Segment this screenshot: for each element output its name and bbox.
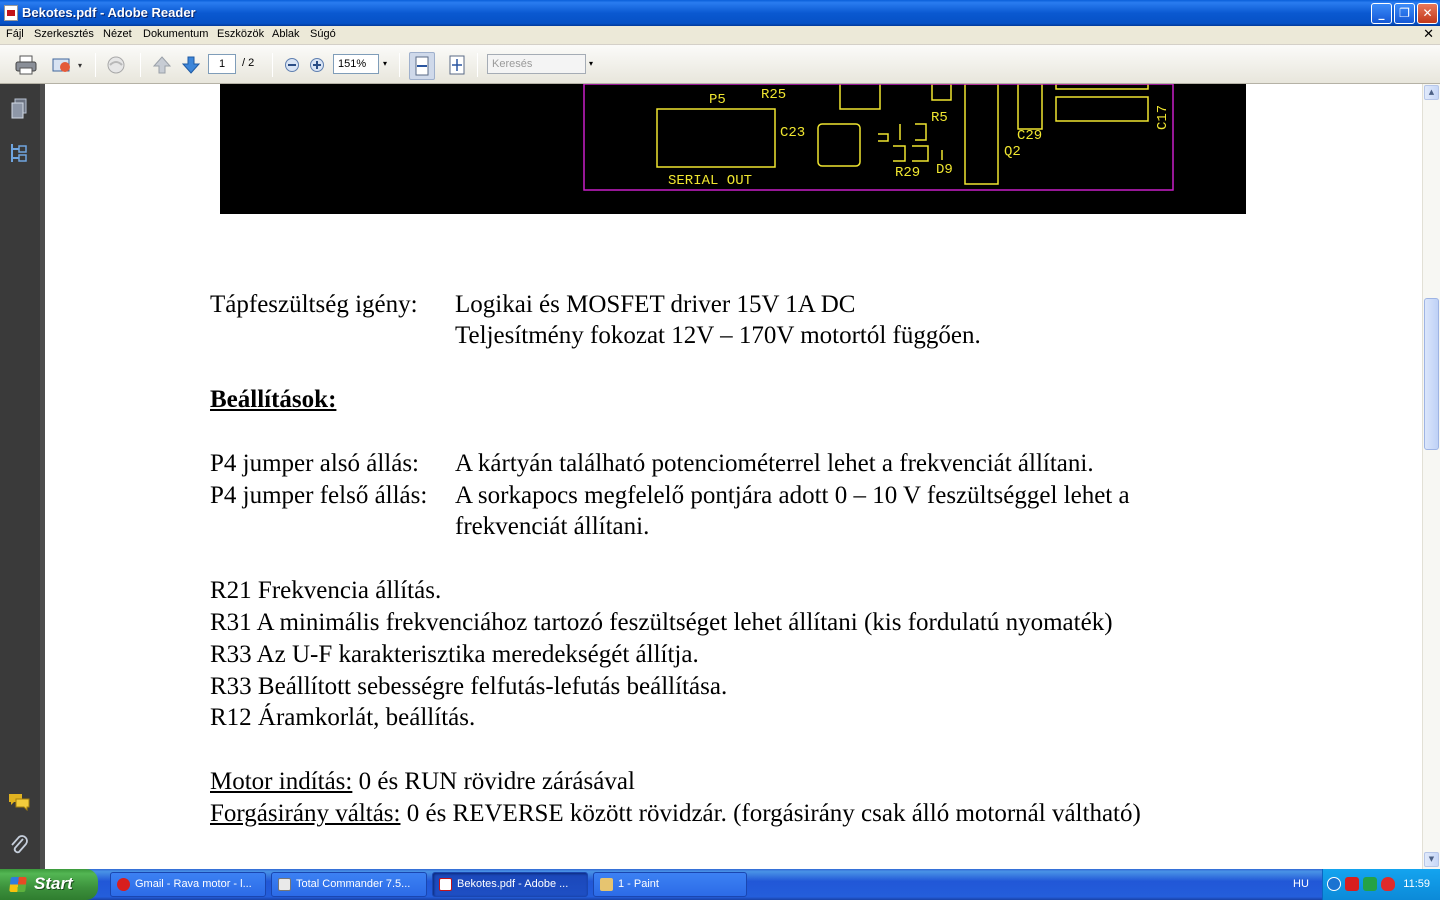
r21-line: R21 Frekvencia állítás. <box>210 577 442 604</box>
pdf-icon <box>4 5 18 21</box>
page-total: / 2 <box>242 57 255 69</box>
previous-page-icon[interactable] <box>150 53 174 77</box>
scroll-thumb[interactable] <box>1424 298 1439 450</box>
taskbar <box>0 869 1440 900</box>
p4-high-text-1: A sorkapocs megfelelő pontjára adott 0 – 10 V feszültséggel lehet a <box>455 482 1130 509</box>
menu-window[interactable]: Ablak <box>272 28 300 40</box>
menu-edit[interactable]: Szerkesztés <box>34 28 94 40</box>
pcb-label-c29: C29 <box>1017 128 1043 144</box>
menu-help[interactable]: Súgó <box>310 28 336 40</box>
attachments-panel-icon[interactable] <box>8 834 30 856</box>
document-close-icon[interactable]: ✕ <box>1423 27 1434 42</box>
network-icon[interactable] <box>1363 877 1377 891</box>
motor-start-line <box>210 767 635 797</box>
r12-line: R12 Áramkorlát, beállítás. <box>210 704 476 731</box>
next-page-icon[interactable] <box>179 53 203 77</box>
total-commander-icon <box>278 878 291 891</box>
hand-tool-icon[interactable] <box>104 53 128 77</box>
pcb-label-r5: R5 <box>931 110 948 126</box>
task-total-commander[interactable]: Total Commander 7.5... <box>271 872 427 897</box>
task-paint[interactable]: 1 - Paint <box>593 872 747 897</box>
email-share-icon[interactable] <box>50 53 74 77</box>
comments-panel-icon[interactable] <box>8 793 30 815</box>
page-number-input[interactable]: 1 <box>208 54 236 74</box>
paint-icon <box>600 878 613 891</box>
security-shield-icon[interactable] <box>1381 877 1395 891</box>
p4-high-text-2: frekvenciát állítani. <box>455 513 650 540</box>
close-button[interactable]: ✕ <box>1417 3 1438 24</box>
p4-low-text: A kártyán található potenciométerrel lehet a frekvenciát állítani. <box>455 450 1094 477</box>
title-bar <box>0 0 1440 26</box>
zoom-level-input[interactable]: 151% <box>333 54 379 74</box>
pcb-label-c17: C17 <box>1155 104 1171 130</box>
pcb-label-serial-out: SERIAL OUT <box>668 173 753 189</box>
p4-high-label: P4 jumper felső állás: <box>210 482 428 509</box>
r33b-line: R33 Beállított sebességre felfutás-lefutás beállítása. <box>210 673 728 700</box>
power-line-1: Logikai és MOSFET driver 15V 1A DC <box>455 291 856 318</box>
vertical-scrollbar[interactable] <box>1422 84 1440 869</box>
direction-label: Forgásirány váltás: <box>210 800 401 827</box>
pcb-label-p5: P5 <box>709 92 726 108</box>
power-line-2: Teljesítmény fokozat 12V – 170V motortól függően. <box>455 322 981 349</box>
task-gmail[interactable]: Gmail - Rava motor - l... <box>110 872 266 897</box>
motor-start-text: 0 és RUN rövidre zárásával <box>352 768 635 795</box>
opera-icon <box>117 878 130 891</box>
task-adobe-reader[interactable]: Bekotes.pdf - Adobe ... <box>432 872 588 897</box>
email-dropdown-icon[interactable]: ▾ <box>77 60 82 70</box>
fit-page-icon[interactable] <box>445 53 469 77</box>
bookmarks-panel-icon[interactable] <box>8 142 30 164</box>
menu-document[interactable]: Dokumentum <box>143 28 209 40</box>
pcb-label-c23: C23 <box>780 125 806 141</box>
pcb-label-q2: Q2 <box>1004 144 1021 160</box>
pcb-label-r25: R25 <box>761 87 787 103</box>
toolbar <box>0 45 1440 84</box>
menu-file[interactable]: Fájl <box>6 28 24 40</box>
scroll-down-icon[interactable]: ▼ <box>1424 852 1439 867</box>
pages-panel-icon[interactable] <box>8 98 30 120</box>
minimize-button[interactable]: _ <box>1371 3 1392 24</box>
direction-line <box>210 799 1141 829</box>
menu-bar <box>0 26 1440 45</box>
system-tray <box>1322 869 1440 900</box>
language-indicator[interactable]: HU <box>1293 878 1309 890</box>
pcb-label-d9: D9 <box>936 162 953 178</box>
r31-line: R31 A minimális frekvenciához tartozó feszültséget lehet állítani (kis fordulatú nyomaték) <box>210 609 1113 636</box>
print-icon[interactable] <box>14 53 38 77</box>
zoom-dropdown-icon[interactable]: ▾ <box>382 59 387 68</box>
menu-tools[interactable]: Eszközök <box>217 28 265 40</box>
tray-arrow-icon[interactable] <box>1327 877 1341 891</box>
search-dropdown-icon[interactable]: ▾ <box>588 59 593 68</box>
settings-heading: Beállítások: <box>210 386 337 413</box>
r33a-line: R33 Az U-F karakterisztika meredekségét állítja. <box>210 641 699 668</box>
motor-start-label: Motor indítás: <box>210 768 353 795</box>
fit-width-icon[interactable] <box>409 52 435 80</box>
menu-view[interactable]: Nézet <box>103 28 132 40</box>
window-title: Bekotes.pdf - Adobe Reader <box>22 5 196 20</box>
windows-flag-icon <box>9 877 27 892</box>
document-view[interactable] <box>45 84 1422 869</box>
start-button[interactable]: Start <box>0 869 98 900</box>
zoom-in-icon[interactable] <box>305 53 329 77</box>
direction-text: 0 és REVERSE között rövidzár. (forgásirány csak álló motornál váltható) <box>400 800 1141 827</box>
pcb-label-r29: R29 <box>895 165 921 181</box>
clock[interactable]: 11:59 <box>1403 878 1430 890</box>
zoom-out-icon[interactable] <box>280 53 304 77</box>
ati-icon[interactable] <box>1345 877 1359 891</box>
pdf-task-icon <box>439 878 452 891</box>
scroll-up-icon[interactable]: ▲ <box>1424 85 1439 100</box>
p4-low-label: P4 jumper alsó állás: <box>210 450 419 477</box>
pcb-layout-image <box>220 84 1246 214</box>
search-input[interactable]: Keresés <box>487 54 586 74</box>
restore-button[interactable]: ❐ <box>1394 3 1415 24</box>
power-label: Tápfeszültség igény: <box>210 291 418 318</box>
navigation-panel <box>0 84 40 869</box>
